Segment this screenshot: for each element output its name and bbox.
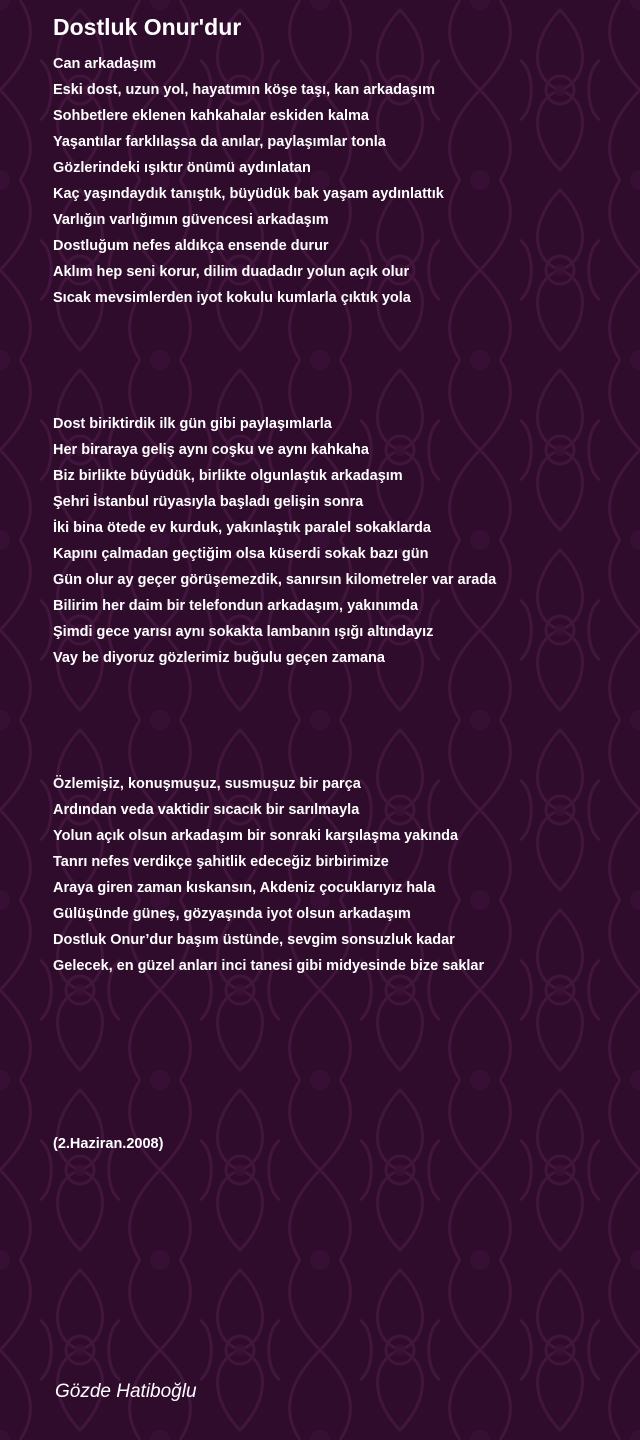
poem-line: Her biraraya geliş aynı coşku ve aynı kahkaha: [53, 442, 369, 458]
poem-line: Biz birlikte büyüdük, birlikte olgunlaştık arkadaşım: [53, 468, 403, 484]
poem-author: Gözde Hatiboğlu: [55, 1381, 197, 1402]
stanza-1: [53, 51, 444, 311]
poem-line: Ardından veda vaktidir sıcacık bir sarılmayla: [53, 802, 360, 818]
poem-line: Yaşantılar farklılaşsa da anılar, paylaşımlar tonla: [53, 134, 386, 150]
stanza-2: [53, 411, 496, 671]
poem-line: Aklım hep seni korur, dilim duadadır yolun açık olur: [53, 264, 410, 280]
poem-line: Tanrı nefes verdikçe şahitlik edeceğiz birbirimize: [53, 854, 389, 870]
poem-line: Gözlerindeki ışıktır önümü aydınlatan: [53, 160, 311, 176]
poem-line: Dostluk Onur’dur başım üstünde, sevgim sonsuzluk kadar: [53, 932, 455, 948]
poem-line: İki bina ötede ev kurduk, yakınlaştık paralel sokaklarda: [53, 520, 431, 536]
poem-line: Can arkadaşım: [53, 56, 157, 72]
poem-line: Şehri İstanbul rüyasıyla başladı gelişin sonra: [53, 494, 364, 510]
poem-line: Kapını çalmadan geçtiğim olsa küserdi sokak bazı gün: [53, 546, 429, 562]
poem-line: Gün olur ay geçer görüşemezdik, sanırsın kilometreler var arada: [53, 572, 497, 588]
poem-line: Şimdi gece yarısı aynı sokakta lambanın ışığı altındayız: [53, 624, 434, 640]
poem-line: Özlemişiz, konuşmuşuz, susmuşuz bir parça: [53, 776, 361, 792]
poem-date: (2.Haziran.2008): [53, 1136, 164, 1152]
poem-line: Gülüşünde güneş, gözyaşında iyot olsun arkadaşım: [53, 906, 411, 922]
poem-line: Kaç yaşındaydık tanıştık, büyüdük bak yaşam aydınlattık: [53, 186, 444, 202]
poem-title: Dostluk Onur'dur: [53, 14, 242, 40]
poem-line: Dost biriktirdik ilk gün gibi paylaşımlarla: [53, 416, 332, 432]
poem-line: Bilirim her daim bir telefondun arkadaşım, yakınımda: [53, 598, 419, 614]
poem-line: Varlığın varlığımın güvencesi arkadaşım: [53, 212, 329, 228]
stanza-3: [53, 771, 484, 979]
poem-line: Araya giren zaman kıskansın, Akdeniz çocuklarıyız hala: [53, 880, 436, 896]
poem-line: Eski dost, uzun yol, hayatımın köşe taşı, kan arkadaşım: [53, 82, 435, 98]
poem-line: Gelecek, en güzel anları inci tanesi gibi midyesinde bize saklar: [53, 958, 485, 974]
poem-line: Yolun açık olsun arkadaşım bir sonraki karşılaşma yakında: [53, 828, 459, 844]
poem-line: Dostluğum nefes aldıkça ensende durur: [53, 238, 329, 254]
poem-line: Vay be diyoruz gözlerimiz buğulu geçen zamana: [53, 650, 385, 666]
poem-line: Sohbetlere eklenen kahkahalar eskiden kalma: [53, 108, 369, 124]
poem-line: Sıcak mevsimlerden iyot kokulu kumlarla çıktık yola: [53, 290, 411, 306]
